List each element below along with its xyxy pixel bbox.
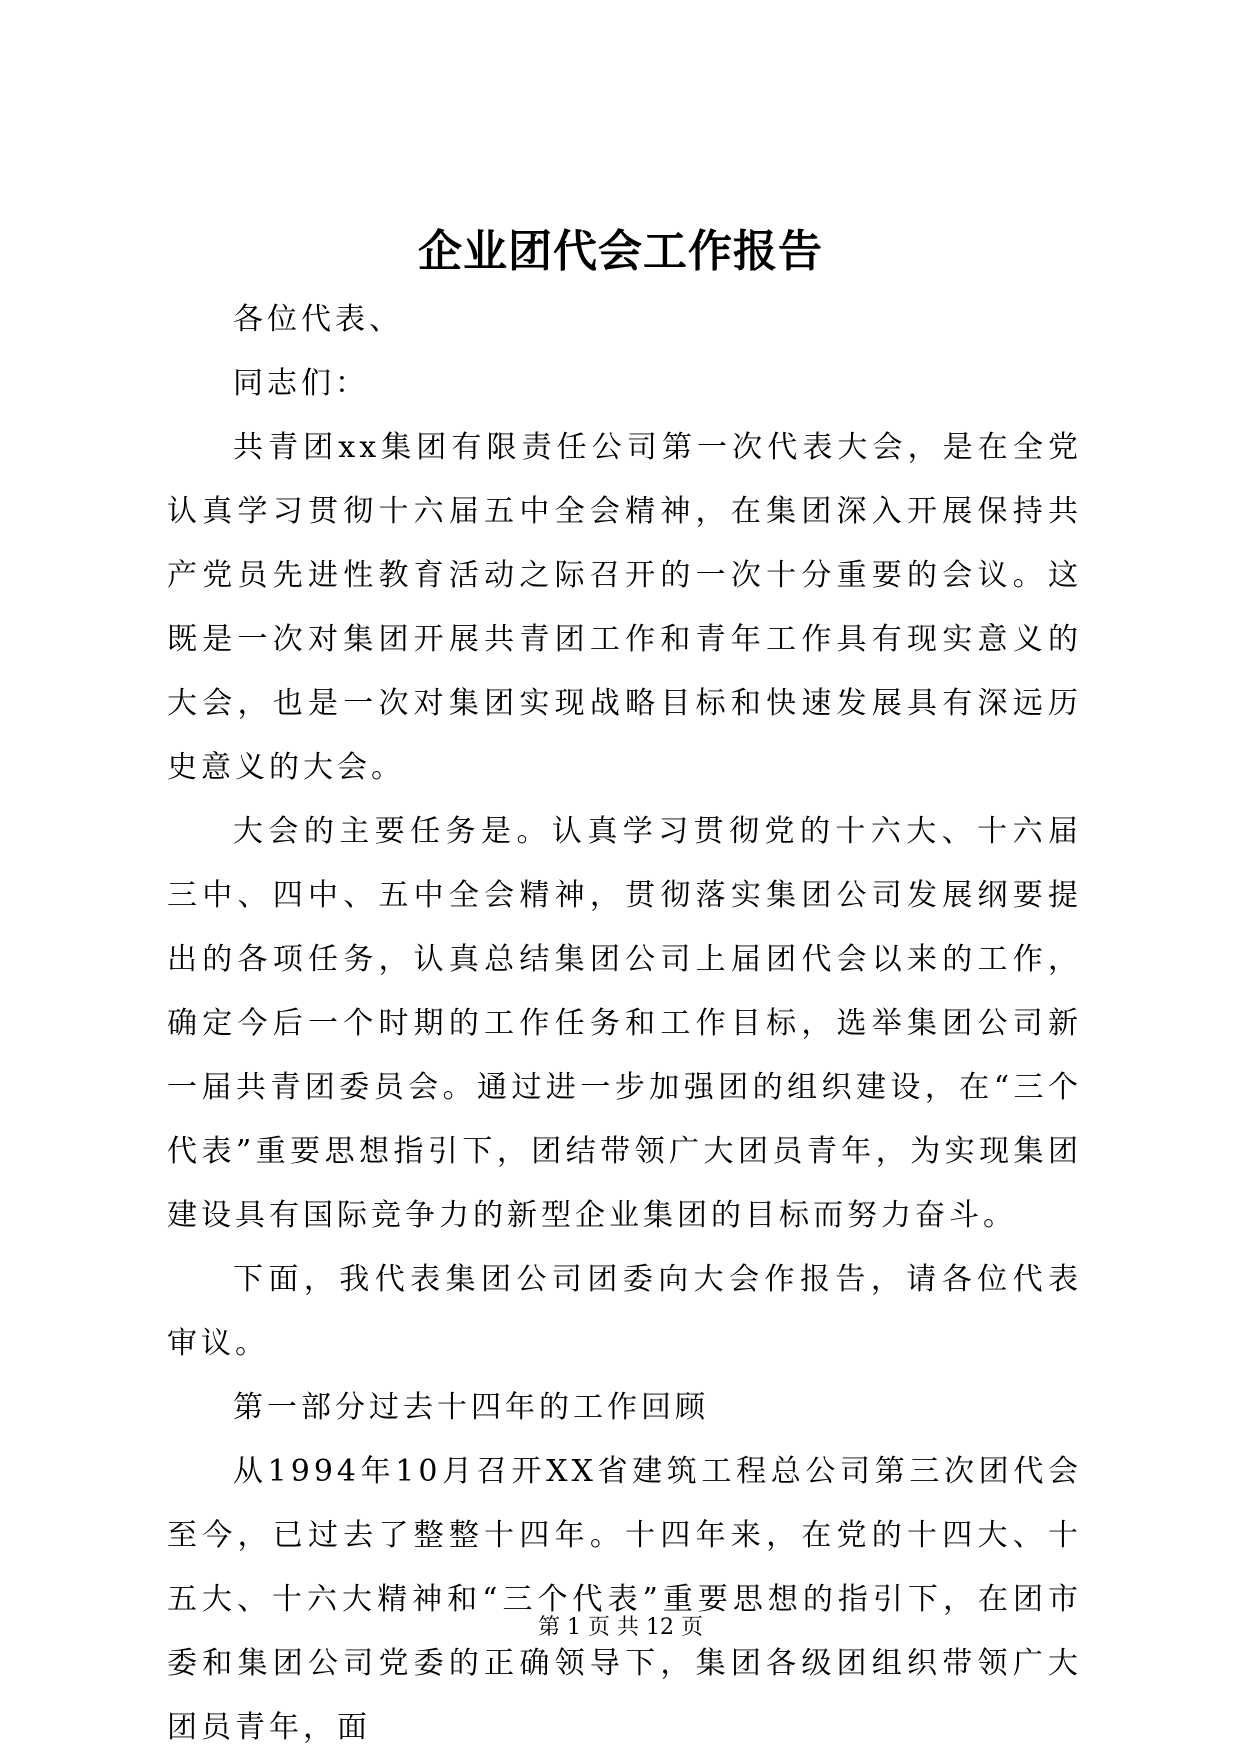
section-heading: 第一部分过去十四年的工作回顾 bbox=[233, 1390, 709, 1425]
body-paragraph-4: 从1994年10月召开XX省建筑工程总公司第三次团代会至今，已过去了整整十四年。十四年来，在党的十四大、十五大、十六大精神和“三个代表”重要思想的指引下，在团市委和集团公司党委的正确领导下，集团各级团组织带领广大团员青年，面 bbox=[167, 1454, 1082, 1745]
salutation-line-1: 各位代表、 bbox=[233, 302, 403, 337]
document-title: 企业团代会工作报告 bbox=[418, 226, 823, 277]
document-body bbox=[167, 288, 1082, 1760]
body-paragraph-1: 共青团xx集团有限责任公司第一次代表大会，是在全党认真学习贯彻十六届五中全会精神，在集团深入开展保持共产党员先进性教育活动之际召开的一次十分重要的会议。这既是一次对集团开展共青团工作和青年工作具有现实意义的大会，也是一次对集团实现战略目标和快速发展具有深远历史意义的大会。 bbox=[167, 430, 1082, 785]
body-paragraph-2: 大会的主要任务是。认真学习贯彻党的十六大、十六届三中、四中、五中全会精神，贯彻落实集团公司发展纲要提出的各项任务，认真总结集团公司上届团代会以来的工作，确定今后一个时期的工作任务和工作目标，选举集团公司新一届共青团委员会。通过进一步加强团的组织建设，在“三个代表”重要思想指引下，团结带领广大团员青年，为实现集团建设具有国际竞争力的新型企业集团的目标而努力奋斗。 bbox=[167, 814, 1082, 1233]
body-paragraph-3: 下面，我代表集团公司团委向大会作报告，请各位代表审议。 bbox=[167, 1262, 1082, 1361]
salutation-line-2: 同志们： bbox=[233, 366, 369, 401]
page-number-footer: 第 1 页 共 12 页 bbox=[538, 1615, 703, 1640]
